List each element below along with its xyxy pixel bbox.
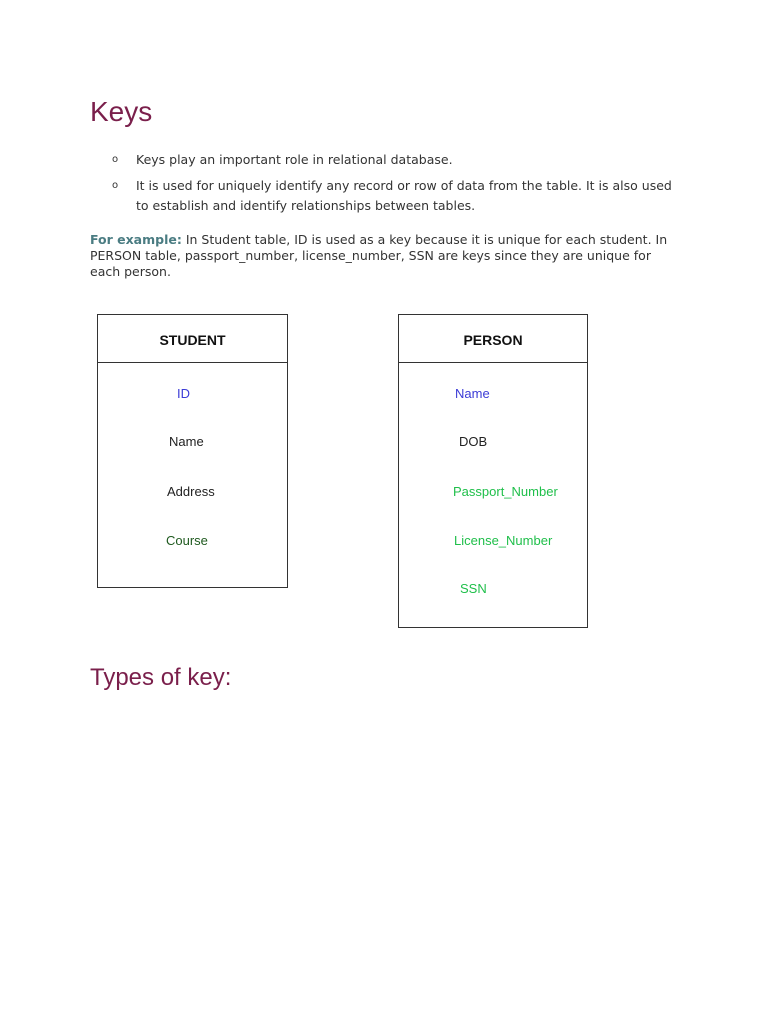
example-text: In Student table, ID is used as a key because it is unique for each student. In PERSON table, passport_number, license_number, SSN are keys since they are unique for each person. xyxy=(90,232,668,279)
page-title: Keys xyxy=(90,96,153,127)
example-paragraph xyxy=(90,232,670,280)
list-item xyxy=(112,150,672,170)
person-attr-name: Name xyxy=(455,386,490,401)
bullet-marker: o xyxy=(112,154,119,165)
student-attr-id: ID xyxy=(177,386,190,401)
student-attr-address: Address xyxy=(167,484,215,499)
example-label: For example: xyxy=(90,232,182,247)
student-table xyxy=(97,314,288,588)
bullet-text: Keys play an important role in relational database. xyxy=(136,152,453,167)
person-attr-license-number: License_Number xyxy=(454,533,553,548)
student-attr-course: Course xyxy=(166,533,208,548)
person-attr-dob: DOB xyxy=(459,434,488,449)
bullet-marker: o xyxy=(112,180,119,191)
student-attr-name: Name xyxy=(169,434,204,449)
person-table-title: PERSON xyxy=(399,315,587,363)
person-attr-ssn: SSN xyxy=(460,581,487,596)
section-heading-types-of-key: Types of key: xyxy=(90,664,232,691)
person-attr-passport-number: Passport_Number xyxy=(453,484,558,499)
person-table xyxy=(398,314,588,628)
student-table-title: STUDENT xyxy=(98,315,287,363)
list-item xyxy=(112,176,672,216)
bullet-list xyxy=(112,150,672,222)
bullet-text: It is used for uniquely identify any record or row of data from the table. It is also used to establish and identify relationships between tables. xyxy=(136,178,672,213)
